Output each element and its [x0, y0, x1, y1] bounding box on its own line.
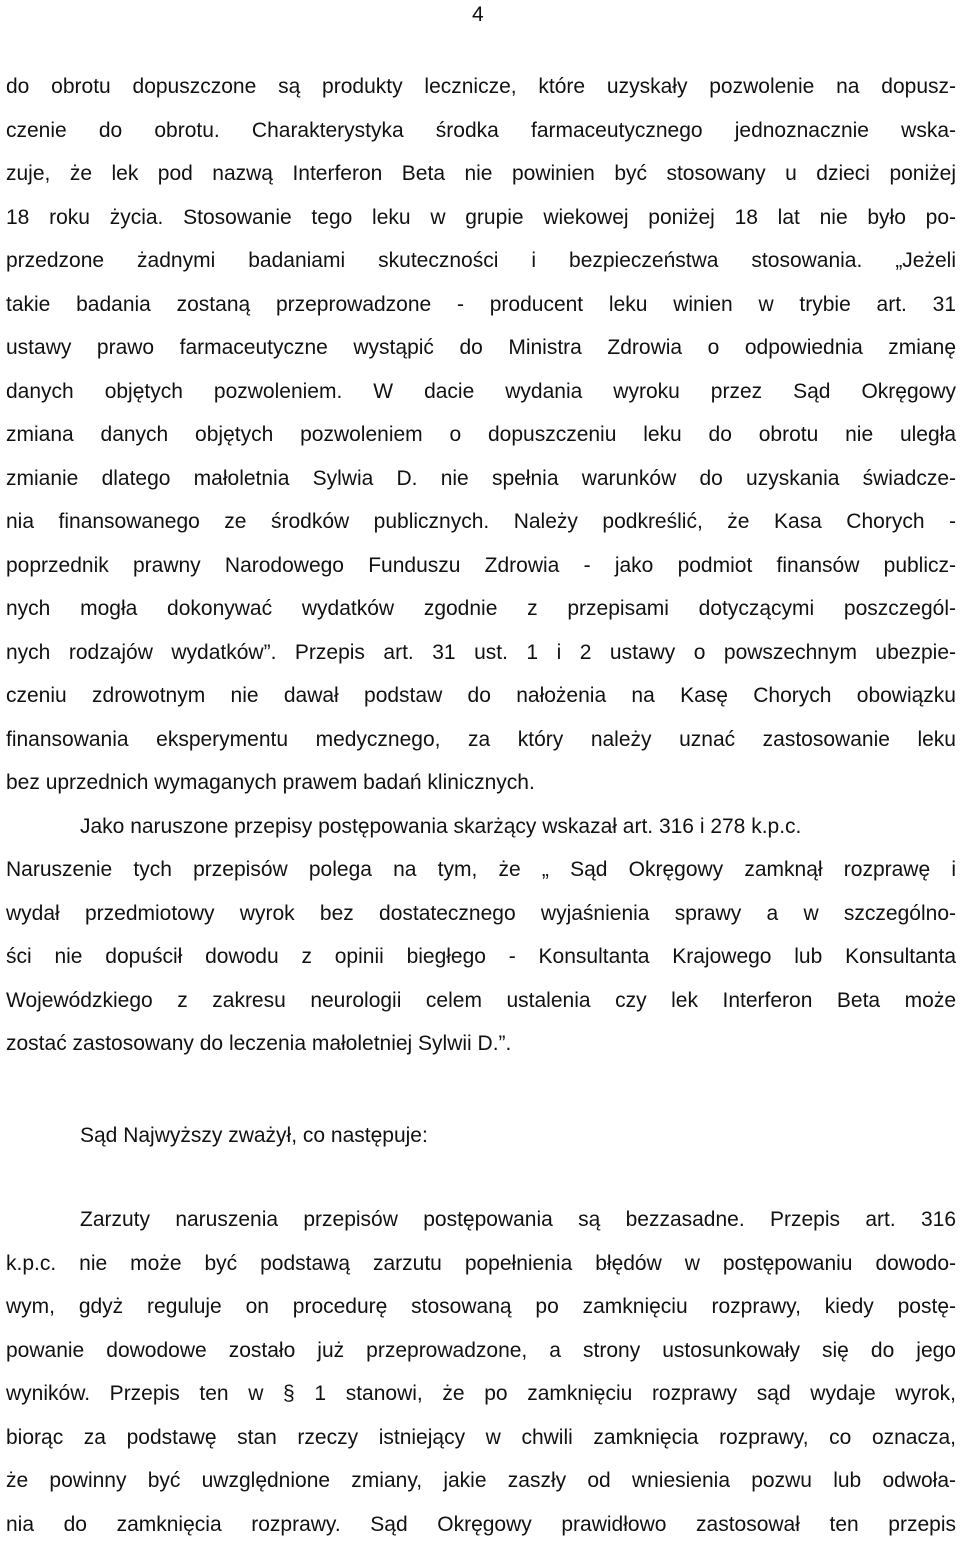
text-line: przedzone żadnymi badaniami skuteczności i bezpieczeństwa stosowania. „Jeżeli [6, 239, 956, 283]
text-line: 18 roku życia. Stosowanie tego leku w grupie wiekowej poniżej 18 lat nie było po- [6, 196, 956, 240]
body-paragraphs-lower [6, 1198, 956, 1546]
section-heading: Sąd Najwyższy zważył, co następuje: [6, 1114, 956, 1158]
text-line: nych mogła dokonywać wydatków zgodnie z przepisami dotyczącymi poszczegól- [6, 587, 956, 631]
text-line: wydał przedmiotowy wyrok bez dostatecznego wyjaśnienia sprawy a w szczególno- [6, 892, 956, 936]
text-line: czeniu zdrowotnym nie dawał podstaw do nałożenia na Kasę Chorych obowiązku [6, 674, 956, 718]
text-line: biorąc za podstawę stan rzeczy istniejący w chwili zamknięcia rozprawy, co oznacza, [6, 1416, 956, 1460]
text-line: powanie dowodowe zostało już przeprowadzone, a strony ustosunkowały się do jego [6, 1329, 956, 1373]
text-line: że powinny być uwzględnione zmiany, jakie zaszły od wniesienia pozwu lub odwoła- [6, 1459, 956, 1503]
text-line: Naruszenie tych przepisów polega na tym, że „ Sąd Okręgowy zamknął rozprawę i [6, 848, 956, 892]
text-line: k.p.c. nie może być podstawą zarzutu popełnienia błędów w postępowaniu dowodo- [6, 1242, 956, 1286]
text-line: nych rodzajów wydatków”. Przepis art. 31 ust. 1 i 2 ustawy o powszechnym ubezpie- [6, 631, 956, 675]
text-line: ści nie dopuścił dowodu z opinii biegłego - Konsultanta Krajowego lub Konsultanta [6, 935, 956, 979]
text-line: finansowania eksperymentu medycznego, za który należy uznać zastosowanie leku [6, 718, 956, 762]
section-heading-block [6, 1114, 956, 1158]
text-line: czenie do obrotu. Charakterystyka środka farmaceutycznego jednoznacznie wska- [6, 109, 956, 153]
text-line: Zarzuty naruszenia przepisów postępowania są bezzasadne. Przepis art. 316 [6, 1198, 956, 1242]
text-line: poprzednik prawny Narodowego Funduszu Zdrowia - jako podmiot finansów publicz- [6, 544, 956, 588]
text-line: zmianie dlatego małoletnia Sylwia D. nie spełnia warunków do uzyskania świadcze- [6, 457, 956, 501]
text-line: zuje, że lek pod nazwą Interferon Beta nie powinien być stosowany u dzieci poniżej [6, 152, 956, 196]
text-line: takie badania zostaną przeprowadzone - producent leku winien w trybie art. 31 [6, 283, 956, 327]
page-number: 4 [472, 2, 484, 28]
text-line: nia do zamknięcia rozprawy. Sąd Okręgowy prawidłowo zastosował ten przepis [6, 1503, 956, 1546]
body-paragraphs-upper [6, 65, 956, 1066]
text-line: zmiana danych objętych pozwoleniem o dopuszczeniu leku do obrotu nie uległa [6, 413, 956, 457]
text-line: Jako naruszone przepisy postępowania skarżący wskazał art. 316 i 278 k.p.c. [6, 805, 956, 849]
text-line: wym, gdyż reguluje on procedurę stosowaną po zamknięciu rozprawy, kiedy postę- [6, 1285, 956, 1329]
text-line: nia finansowanego ze środków publicznych. Należy podkreślić, że Kasa Chorych - [6, 500, 956, 544]
text-line: bez uprzednich wymaganych prawem badań klinicznych. [6, 761, 956, 805]
text-line: danych objętych pozwoleniem. W dacie wydania wyroku przez Sąd Okręgowy [6, 370, 956, 414]
text-line: Wojewódzkiego z zakresu neurologii celem ustalenia czy lek Interferon Beta może [6, 979, 956, 1023]
text-line: ustawy prawo farmaceutyczne wystąpić do Ministra Zdrowia o odpowiednia zmianę [6, 326, 956, 370]
text-line: wyników. Przepis ten w § 1 stanowi, że po zamknięciu rozprawy sąd wydaje wyrok, [6, 1372, 956, 1416]
text-line: zostać zastosowany do leczenia małoletniej Sylwii D.”. [6, 1022, 956, 1066]
text-line: do obrotu dopuszczone są produkty lecznicze, które uzyskały pozwolenie na dopusz- [6, 65, 956, 109]
